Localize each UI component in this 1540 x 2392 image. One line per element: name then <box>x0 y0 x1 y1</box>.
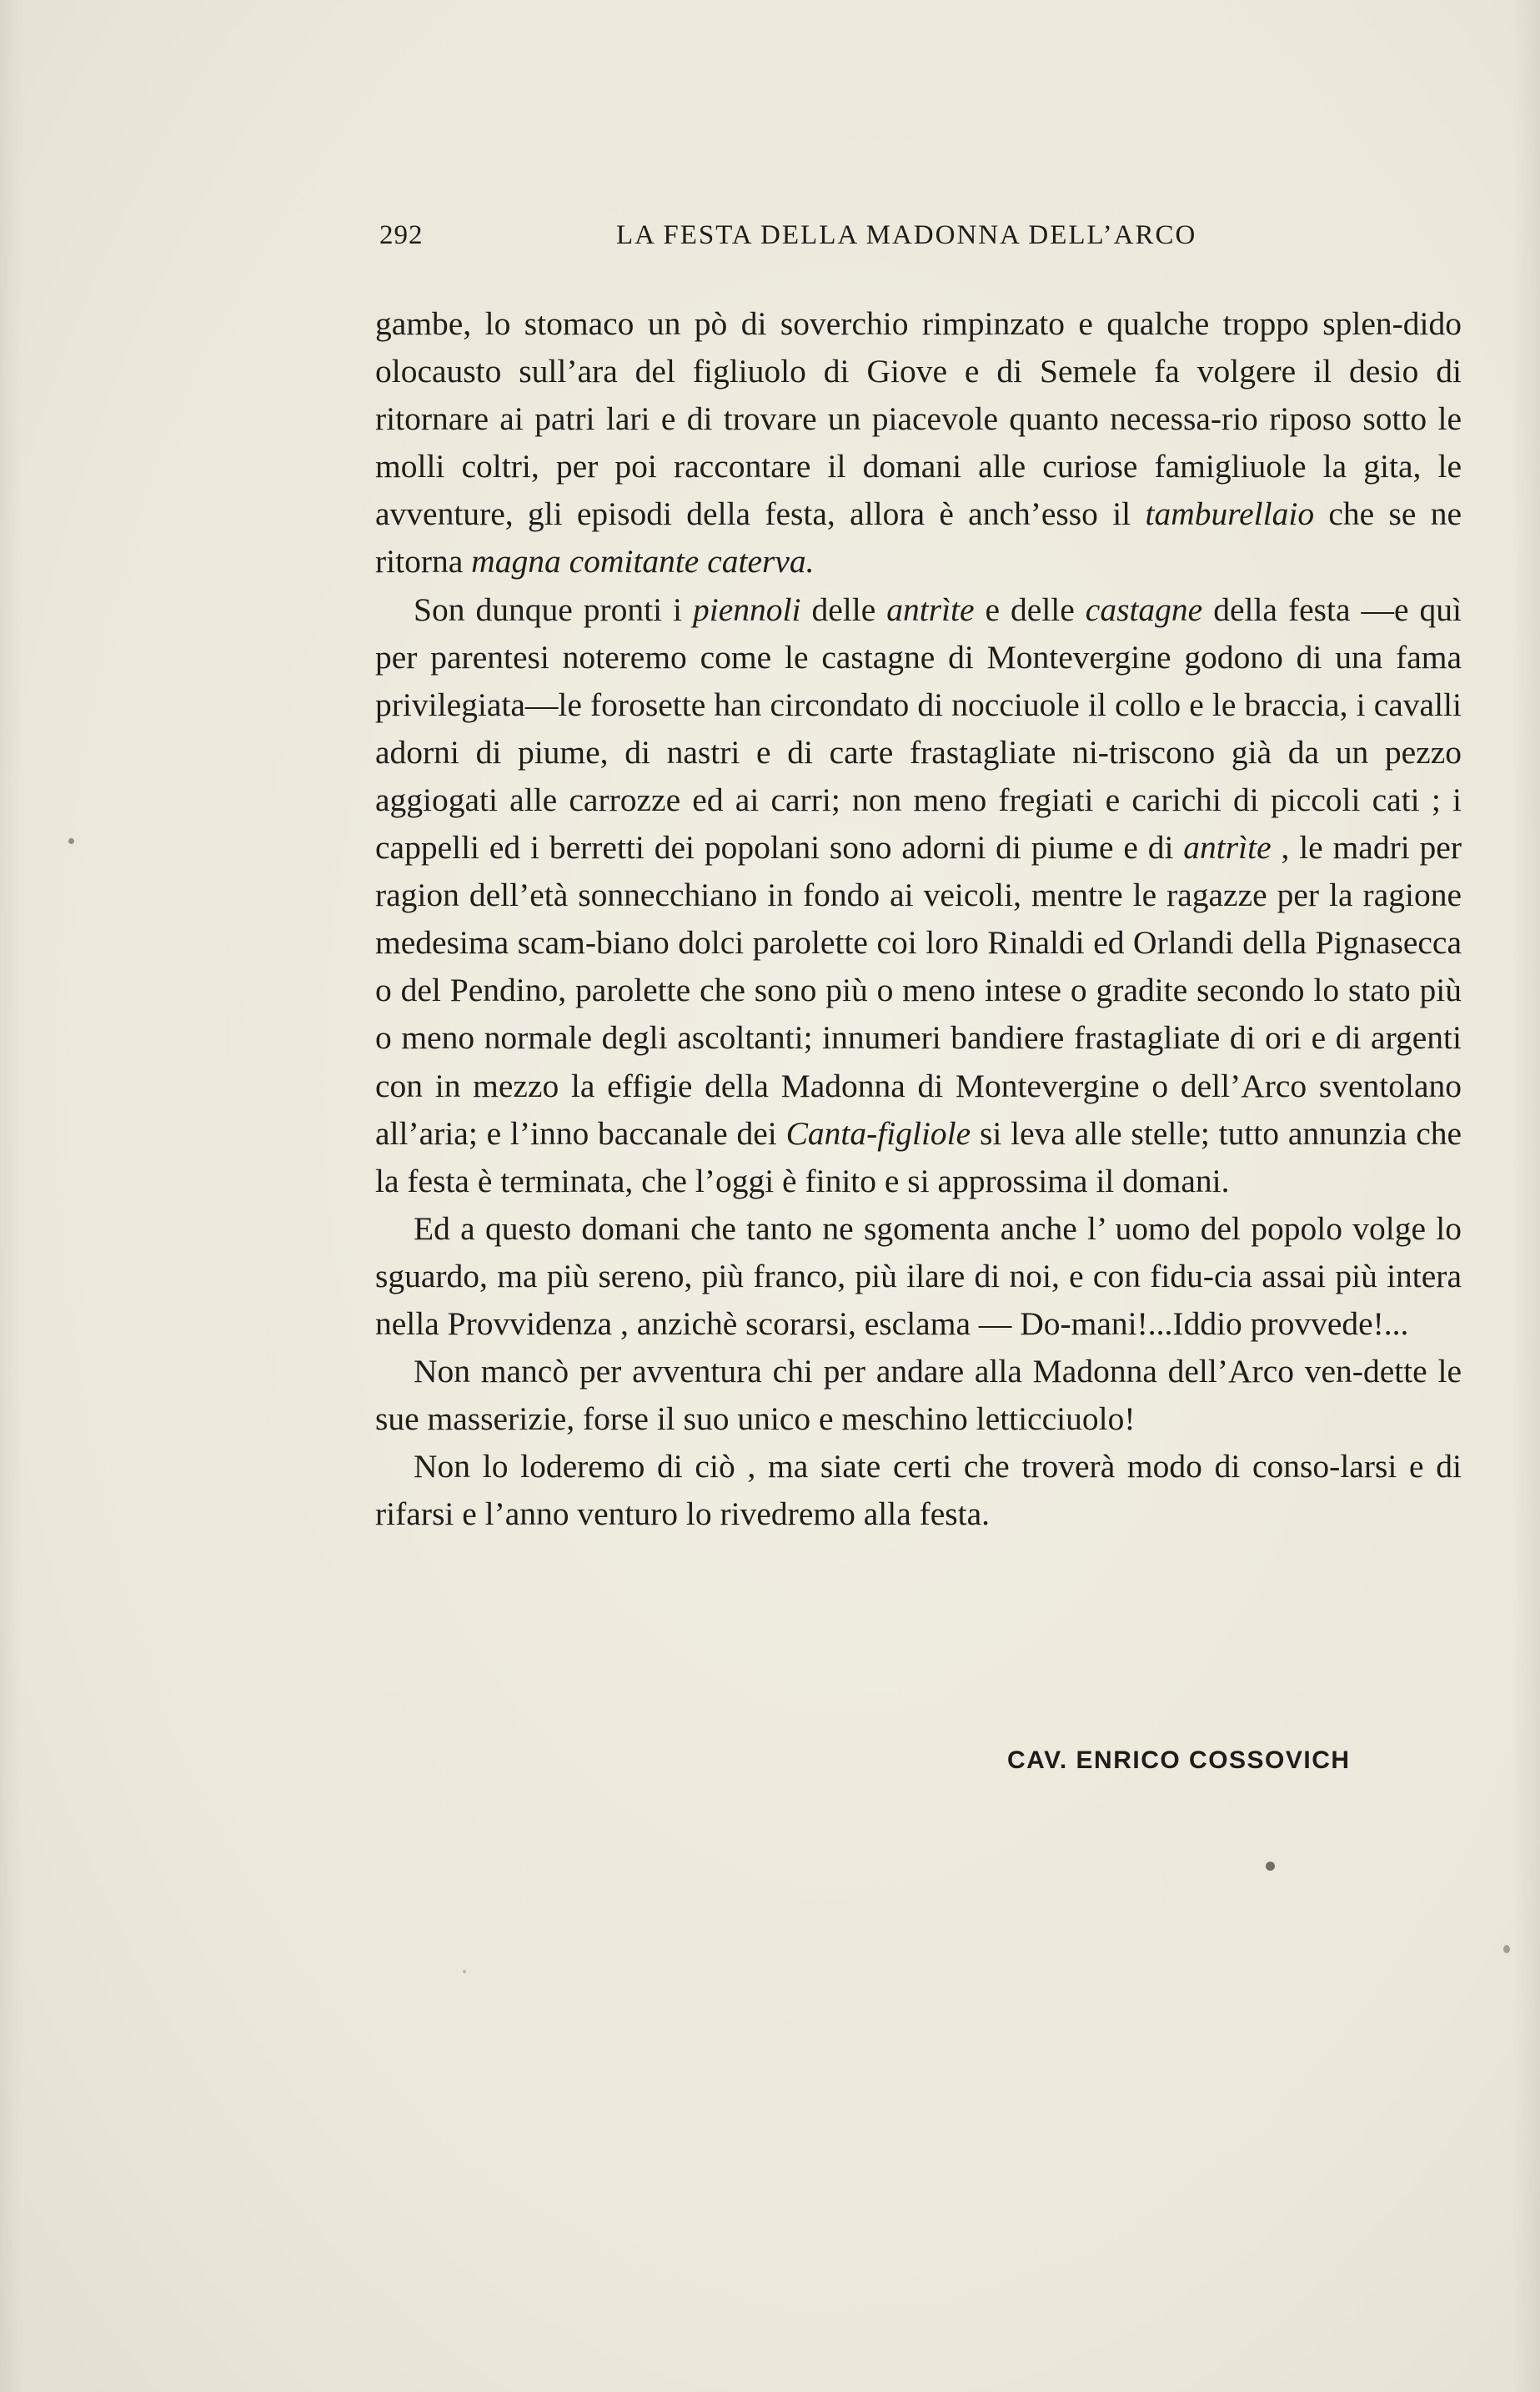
ink-speck <box>1503 1945 1510 1953</box>
page-number: 292 <box>379 220 424 250</box>
paragraph <box>375 1443 1462 1538</box>
author-signature: CAV. ENRICO COSSOVICH <box>1007 1746 1351 1774</box>
italic-text: piennoli <box>693 590 801 628</box>
italic-text: antrìte <box>1183 829 1272 867</box>
text-run: e delle <box>974 590 1086 628</box>
italic-text: Canta-figliole <box>785 1114 971 1152</box>
paragraph <box>375 1348 1462 1443</box>
text-run: Ed a questo domani che tanto ne sgomenta anche l’ uomo del popolo volge lo sguardo, ma più sereno, più franco, più ilare di noi, e con fidu-cia assai più intera nella Provvidenza , anzichè scorarsi, esclama — Do-mani!...Iddio provvede!... <box>375 1209 1462 1342</box>
text-run: Non lo loderemo di ciò , ma siate certi che troverà modo di conso-larsi e di rifarsi e l’anno venturo lo rivedremo alla festa. <box>375 1448 1462 1533</box>
italic-text: antrìte <box>886 590 975 628</box>
text-run: Non mancò per avventura chi per andare alla Madonna dell’Arco ven-dette le sue masserizie, forse il suo unico e meschino letticciuolo! <box>375 1353 1462 1438</box>
text-run: si leva alle stelle; tutto annunzia che la festa è terminata, che l’oggi è finito e si approssima il domani. <box>375 1114 1462 1199</box>
text-run: delle <box>800 590 887 628</box>
text-run: gambe, lo stomaco un pò di soverchio rimpinzato e qualche troppo splen-dido olocausto sull’ara del figliuolo di Giove e di Semele fa volgere il desio di ritornare ai patri lari e di trovare un piacevole quanto necessa-rio riposo sotto le molli coltri, per poi raccontare il domani alle curiose famigliuole la gita, le avventure, gli episodi della festa, allora è anch’esso il <box>375 305 1462 533</box>
paragraph <box>375 586 1462 1205</box>
body-text <box>375 300 1462 1538</box>
italic-text: magna comitante caterva. <box>471 543 815 580</box>
text-run: Son dunque pronti i <box>414 590 694 628</box>
ink-speck <box>68 838 74 844</box>
ink-speck <box>463 1970 466 1973</box>
text-run: della festa —e quì per parentesi noteremo come le castagne di Montevergine godono di una fama privilegiata—le forosette han circondato di nocciuole il collo e le braccia, i cavalli adorni di piume, di nastri e di carte frastagliate ni-triscono già da un pezzo aggiogati alle carrozze ed ai carri; non meno fregiati e carichi di piccoli cati ; i cappelli ed i berretti dei popolani sono adorni di piume e di <box>375 590 1462 867</box>
paragraph <box>375 1205 1462 1348</box>
paragraph <box>375 300 1462 586</box>
italic-text: tamburellaio <box>1145 495 1315 533</box>
italic-text: castagne <box>1085 590 1203 628</box>
text-run: che se ne ritorna <box>375 495 1462 580</box>
ink-speck <box>1266 1862 1275 1871</box>
text-run: , le madri per ragion dell’età sonnecchiano in fondo ai veicoli, mentre le ragazze per la ragione medesima scam-biano dolci parolette coi loro Rinaldi ed Orlandi della Pignasecca o del Pendino, parolette che sono più o meno intese o gradite secondo lo stato più o meno normale degli ascoltanti; innumeri bandiere frastagliate di ori e di argenti con in mezzo la effigie della Madonna di Montevergine o dell’Arco sventolano all’aria; e l’inno baccanale dei <box>375 829 1462 1152</box>
running-title: LA FESTA DELLA MADONNA DELL’ARCO <box>616 220 1197 250</box>
running-head <box>379 215 1230 255</box>
